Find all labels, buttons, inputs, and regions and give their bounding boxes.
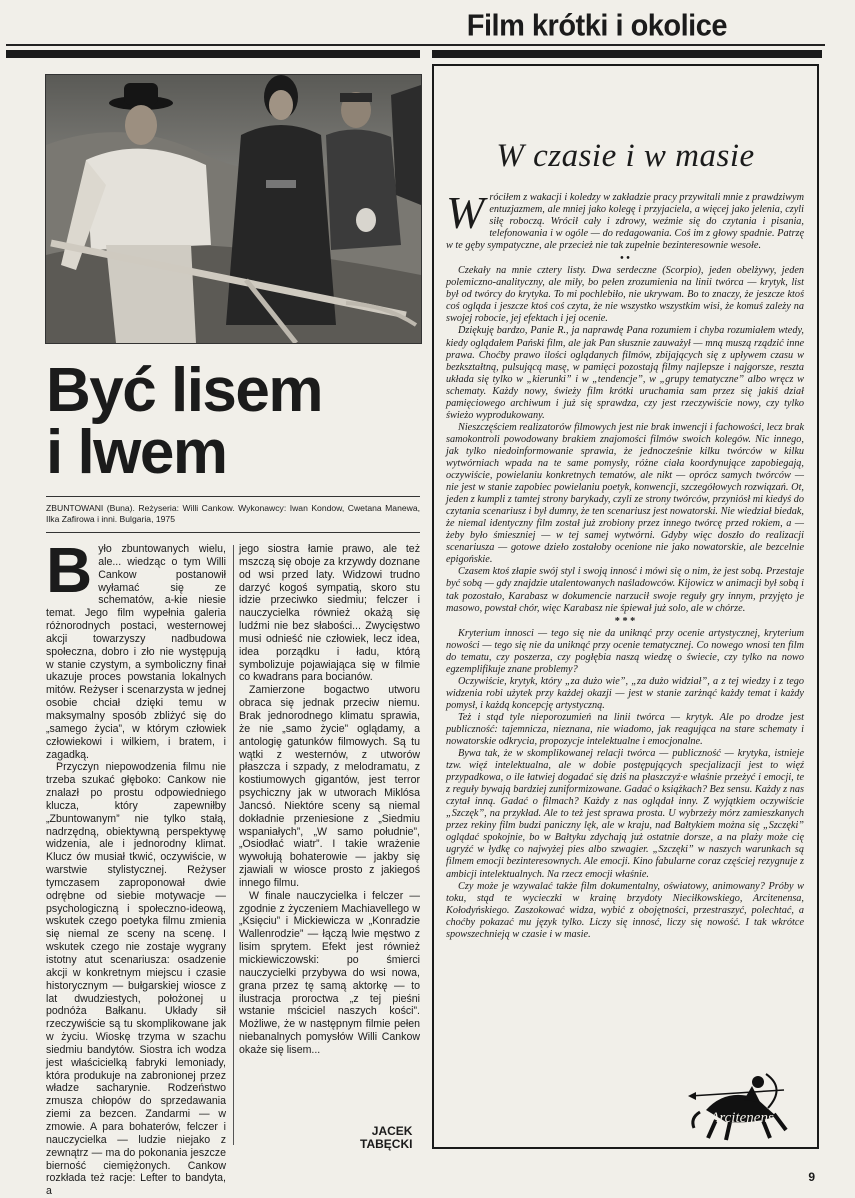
credits-bottom-rule (46, 532, 420, 533)
intro-paragraph: Wróciłem z wakacji i koledzy w zakładzie pracy przywitali mnie z prawdziwym entuzjazmem, ale mniej jako kolegę i przyjaciela, a więcej jako jelenia, czyli siłę roboczą. Wrócił cały i zdrowy, weźmie się do czytania i pisania, telefonowania i w ogóle — do redagowania. Coś im z głowy spadnie. Patrzę w te gęby sympatyczne, ale przecież nie tak zupełnie bezinteresownie wesołe. (446, 187, 804, 252)
film-still-drawing (46, 75, 421, 343)
paragraph: Nieszczęściem realizatorów filmowych jest nie brak inwencji i fachowości, lecz brak samokontroli powodowany brakiem znajomości filmów swoich kolegów. Nic innego, jak tylko niedoinformowanie sprawia, że jednocześnie kilku twórców w kilku wytwórniach wpada na te same pomysły, różne ciała koordynujące zapobiegają, oczywiście, powielaniu konkretnych tematów, ale nikt — oprócz samych twórców — nie jest w stanie zapobiec powielaniu poetyk, konwencji, szczegółowych rozwiązań. Ot, jeden z kumpli z tamtej strony barykady, czyli ze strony twórców, przyniósł mi kiedyś do czytania scenariusz i był dumny, że ten scenariusz jest nowatorski. Nie wiedział biedak, że niemal identyczny film został już zrobiony przez innego twórcę przed rokiem, a — żeby było śmieszniej — w tej samej wytwórni. Gdyby więc doszło do realizacji scenariusza — gotowe dzieło zostałoby ocenione nie jako nowatorskie, ale bezcelnie epigońskie. (446, 421, 804, 566)
film-credits: ZBUNTOWANI (Buna). Reżyseria: Willi Cankow. Wykonawcy: Iwan Kondow, Cwetana Manewa, Ilka Zafirowa i inni. Bulgaria, 1975 (46, 503, 420, 524)
paragraph: Kryterium innosci — tego się nie da uniknąć przy ocenie artystycznej, kryterium nowości — tego się nie da uniknąć przy ocenie tematycznej. Co nowego wnosi ten film do tematu, czy poszerza, czy pogłębia naszą wiedzę o świecie, czy tylko na nowo egzemplifikuje znane problemy? (446, 627, 804, 675)
paragraph: Czasem ktoś złapie swój styl i swoją innosć i mówi się o nim, że jest sobą. Przestaje być sobą — gdy znajdzie utalentowanych naśladowców. Kijowicz w animacji był sobą i tak pozostało, Karabasz w dokumencie narzucił swoje reguły gry innym, przyjęto je masowo, powstał chór, więc Karabasz nie śpiewał już solo, ale w chórze. (446, 566, 804, 614)
paragraph: Oczywiście, krytyk, który „za dużo wie”, „za dużo widział”, a z tej wiedzy i z tego widzenia robi użytek przy każdej okazji — jest w stanie zarżnąć każdy temat i każdy pomysł, i każdą koncepcję artystyczną. (446, 675, 804, 711)
film-still-photo (45, 74, 422, 344)
drop-cap: B (46, 534, 93, 606)
right-article-body (446, 187, 804, 941)
paragraph: Czy może je wzywalać także film dokumentalny, oświatowy, animowany? Próby w toku, stąd te wycieczki w krainę brzydoty Nieciłkowskiego, Arcitenensa, Kołodyńskiego. Zaszokować widza, wybić z obojętności, przestraszyć, polechtać, a choćby pokazać mu język tylko. Liczy się innosć, liczy się nowość. I tak wkrótce spowszechnieją w czasie i w masie. (446, 880, 804, 940)
section-divider: * * * (614, 615, 636, 627)
author-last-name: TABĘCKI (360, 1137, 413, 1151)
paragraph: Czekały na mnie cztery listy. Dwa serdeczne (Scorpio), jeden obelżywy, jeden polemiczno-analityczny, ale miły, bo pełen zrozumienia na linii twórca — krytyk, list był od twórcy do krytyka. To mi pochlebiło, nie ukrywam. Bo to znaczy, że jeszcze ktoś coś ogląda i jeszcze ktoś coś czyta, że nie wszystko wszystkim wisi, że komuś zależy na swojej robocie, jej efektach i jej ocenie. (446, 265, 804, 325)
logo-text: Arcitenens (710, 1110, 774, 1126)
section-divider: • • (620, 253, 630, 265)
column-separator (233, 545, 234, 1145)
paragraph: Też i stąd tyle nieporozumień na linii twórca — krytyk. Ale po drodze jest publiczność: tajemnicza, nieznana, nie wiadomo, jak reagująca na stare schematy i nowatorskie odkrycia, propozycje intelektualne i emocjonalne. (446, 711, 804, 748)
paragraph: Przyczyn niepowodzenia filmu nie trzeba szukać głęboko: Cankow nie znalazł po prostu odpowiedniego klucza, który zapewniłby „Zbuntowanym” nie tylko stałą, nadrzędną, obiektywną perspektywę widzenia, ale i jednorodny klimat. Klucz ów musiał tkwić, oczywiście, w warstwie stylistycznej. Reżyser tymczasem zaproponował dwie odrębne od siebie motywacje — psychologiczną i społeczno-ideową, wskutek czego poetyka filmu zmienia się niemal ze sceny na scenę. I wskutek czego nie zostaje wygrany istotny atut scenariusza: osadzenie akcji w konkretnym miejscu i czasie historycznym — bułgarskiej wiosce z lat dwudziestych, położonej u podnóża Bałkanu. Układy sił rzeczywiście są tu skomplikowane jak w życiu. Wioskę trzyma w szachu siedmiu bandytów. Siostra ich wodza jest właścicielką fabryki lemoniady, która produkuje na zabronionej przez władze sacharynie. Rodzeństwo zmusza chłopów do sprzedawania ziemi za bezcen. Zandarmi — w zmowie. A para bohaterów, felczer i nauczycielka — ludzie niejako z zewnątrz — ma do pokonania jeszcze bierność ciemiężonych. Cankow rozkłada też racje: Lefter to bandyta, a (46, 761, 226, 1198)
paragraph: Bywa tak, że w skomplikowanej relacji twórca — publiczność — krytyka, istnieje tzw. więź intelektualna, ale w dobie postępujących specjalizacji jest to więź przypadkowa, o ile łatwiej dogadać się dziś na płaszczyź·e właśnie przeżyć i emocji, te z reguły bywają bardziej zuniformizowane. Gadać o książkach? Bez sensu. Każdy z nas czytał inną. Gadać o filmach? Każdy z nas oglądał inny. Z wyjątkiem oczywiście „Szczęk”, na przykład. Ale to też jest sprawa prosta. U wybrzeży mórz zamieszkanych przez rekiny film budzi paniczny lęk, ale w kraju, nad Bałtykiem można się „Szczęki” oglądać spokojnie, bo w Bałtyku zdychają już ostatnie dorsze, a na plaży może cię ugryźć w łydkę co najwyżej pies albo szwagier. „Szczęki” w naszych warunkach są filmem emocji bezinteresownych. Ale emocji. Kino fabularne coraz częściej rezygnuje z ambicji intelektualnych. Na rzecz emocji właśnie. (446, 748, 804, 880)
paragraph: W finale nauczycielka i felczer — zgodnie z życzeniem Machiavellego w „Księciu” i Mickiewicza w „Konradzie Wallenrodzie” — łączą lwie męstwo z lisim sprytem. Efekt jest również mickiewiczowski: po śmierci nauczycielki przybywa do wsi nowa, grana przez tę samą aktorkę — to ilustracja proroctwa „z tej pieśni wstanie mściciel naszych kości”. Możliwe, że w następnym filmie pełen niebanalnych pomysłów Willi Cankow okaże się lisem... (239, 889, 420, 1056)
left-headline (46, 356, 323, 487)
left-article-column-1 (46, 534, 226, 1198)
headline-line-2: i lwem (46, 418, 227, 487)
paragraph: Zamierzone bogactwo utworu obraca się jednak przeciw niemu. Brak jednorodnego klimatu sprawia, że nie „samo życie” oglądamy, a antologię gatunków filmowych. Są tu wątki z westernów, z utworów płaszcza i szpady, z melodramatu, z kostiumowych gigantów, jest terror psychiczny jak w utworach Miklósa Jancsó. Niektóre sceny są niemal dokładnie przeniesione z „Siedmiu wspaniałych”, „W samo południe”, „Osiodłać wiatr”. I takie wrażenie wywołują bohaterowie — jakby się zjawiali w wiosce prosto z jakiegoś innego filmu. (239, 684, 420, 889)
section-title: Film krótki i okolice (466, 9, 727, 43)
paragraph: jego siostra łamie prawo, ale też mszczą się oboje za krzywdy doznane od wsi przed laty. Widzowi trudno darzyć kogoś sympatią, skoro stu idzie przeciwko siedmiu; felczer i nauczycielka również okażą się ludźmi nie bez słabości... Zwycięstwo musi odnieść nie człowiek, lecz idea, idea porządku i ładu, którą symbolizuje pojawiająca się w filmie co kwadrans para bocianów. (239, 543, 420, 684)
paragraph: Dziękuję bardzo, Panie R., ja naprawdę Pana rozumiem i chyba rozumiałem wtedy, kiedy oglądałem Pański film, ale jak Pan słusznie zauważył — mną muszą rządzić inne prawa. Choćby prawo ilości oglądanych filmów, zbijających się z upływem czasu w bezkształtną, pulsującą masę, w pamięci pozostają filmy najlepsze i najgorsze, reszta układa się tylko w „kierunki” i w „tendencje”, w „grupy tematyczne” albo wręcz w schematy. Każdy nowy, świeży film krótki uruchamia sam przez się jakiś dział pamięciowego archiwum i już się sprawdza, czy jest rzeczywiście nowy, czy tylko świeżo wyprodukowany. (446, 325, 804, 421)
arcitenens-logo (686, 1068, 798, 1144)
left-heavy-rule (6, 50, 420, 58)
archer-icon (686, 1068, 798, 1144)
drop-cap: W (446, 187, 485, 238)
page-number: 9 (808, 1170, 815, 1184)
author-byline (360, 1125, 412, 1151)
paragraph: Było zbuntowanych wielu, ale... wiedząc o tym Willi Cankow postanowił wyłamać się ze schematów, a-kie niesie temat. Jego film wypełnia galeria różnorodnych postaci, westernowej akcji towarzyszy nadbudowa społeczna, dobro i zło nie występują w stanie czystym, a symboliczny finał ukazuje proces powstania lokalnych mitów. Reżyser i scenarzysta w jednej osobie chciał dzięki temu w maksymalny sposób zbliżyć się do „samego życia”, w którym człowiek człowiekowi i wilkiem, i bratem, i zagadką. (46, 534, 226, 761)
right-heavy-rule (432, 50, 822, 58)
author-first-name: JACEK (371, 1124, 413, 1138)
top-rule (6, 44, 825, 46)
right-article-title: W czasie i w masie (496, 138, 755, 174)
credits-top-rule (46, 496, 420, 497)
left-article-column-2 (239, 543, 420, 1057)
headline-line-1: Być lisem (46, 356, 323, 425)
